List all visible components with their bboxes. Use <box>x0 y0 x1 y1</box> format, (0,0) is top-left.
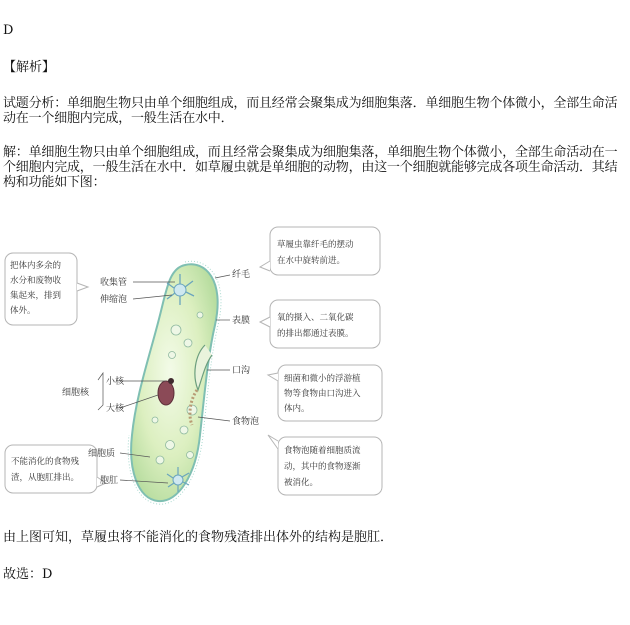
micronucleus <box>168 378 174 384</box>
note-oral-line: 细菌和微小的浮游植 <box>284 374 361 384</box>
note-oral <box>268 365 382 421</box>
note-excretion-line: 把体内多余的 <box>10 261 62 271</box>
note-excretion <box>5 253 88 325</box>
paramecium-figure <box>0 205 400 510</box>
label-pellicle: 表膜 <box>232 316 251 326</box>
analysis-paragraph: 试题分析：单细胞生物只由单个细胞组成，而且经常会聚集成为细胞集落．单细胞生物个体微小，全部生命活动在一个细胞内完成，一般生活在水中． <box>3 96 618 126</box>
note-digestion-line: 被消化。 <box>284 478 319 488</box>
final-answer: 故选：D <box>3 567 53 582</box>
label-macronucleus: 大核 <box>106 404 125 414</box>
note-anal-line: 渣，从胞肛排出。 <box>11 473 80 483</box>
note-anal-line: 不能消化的食物残 <box>11 457 80 467</box>
note-oral-line: 物等食物由口沟进入 <box>284 389 361 399</box>
label-cytoplasm: 细胞质 <box>88 449 116 459</box>
note-pellicle <box>260 300 380 348</box>
note-cilia <box>260 227 380 275</box>
solution-paragraph: 解：单细胞生物只由单个细胞组成，而且经常会聚集成为细胞集落，单细胞生物个体微小，全部生命活动在一个细胞内完成，一般生活在水中．如草履虫就是单细胞的动物，由这一个细胞就能够完成各项生命活动．其结构和功能如下图： <box>3 145 618 190</box>
label-collecting-tube: 收集管 <box>100 278 128 288</box>
note-excretion-line: 水分和废物收 <box>10 276 62 286</box>
note-digestion-line: 动，其中的食物逐渐 <box>284 462 361 472</box>
label-nucleus: 细胞核 <box>62 388 90 398</box>
conclusion-paragraph: 由上图可知，草履虫将不能消化的食物残渣排出体外的结构是胞肛． <box>3 530 394 545</box>
paramecium-diagram <box>0 205 400 510</box>
label-food-vacuole: 食物泡 <box>232 417 260 427</box>
note-excretion-line: 集起来，排到 <box>10 291 62 301</box>
note-pellicle-line: 的排出都通过表膜。 <box>277 329 354 339</box>
label-micronucleus: 小核 <box>106 377 125 387</box>
note-digestion <box>268 435 382 495</box>
label-oral-groove: 口沟 <box>232 366 251 376</box>
cell-body <box>131 264 218 501</box>
label-contractile-vacuole: 伸缩泡 <box>100 295 128 305</box>
label-cilia: 纤毛 <box>232 270 251 280</box>
note-pellicle-line: 氧的摄入、二氧化碳 <box>277 313 354 323</box>
answer-top: D <box>3 23 14 38</box>
note-digestion-line: 食物泡随着细胞质流 <box>284 446 361 456</box>
section-title: 【解析】 <box>3 60 56 75</box>
note-oral-line: 体内。 <box>284 404 310 414</box>
macronucleus <box>158 381 174 405</box>
note-excretion-line: 体外。 <box>10 306 36 316</box>
label-anal-pore: 胞肛 <box>100 476 119 486</box>
note-cilia-line: 草履虫靠纤毛的摆动 <box>277 240 354 250</box>
note-cilia-line: 在水中旋转前进。 <box>277 256 346 266</box>
